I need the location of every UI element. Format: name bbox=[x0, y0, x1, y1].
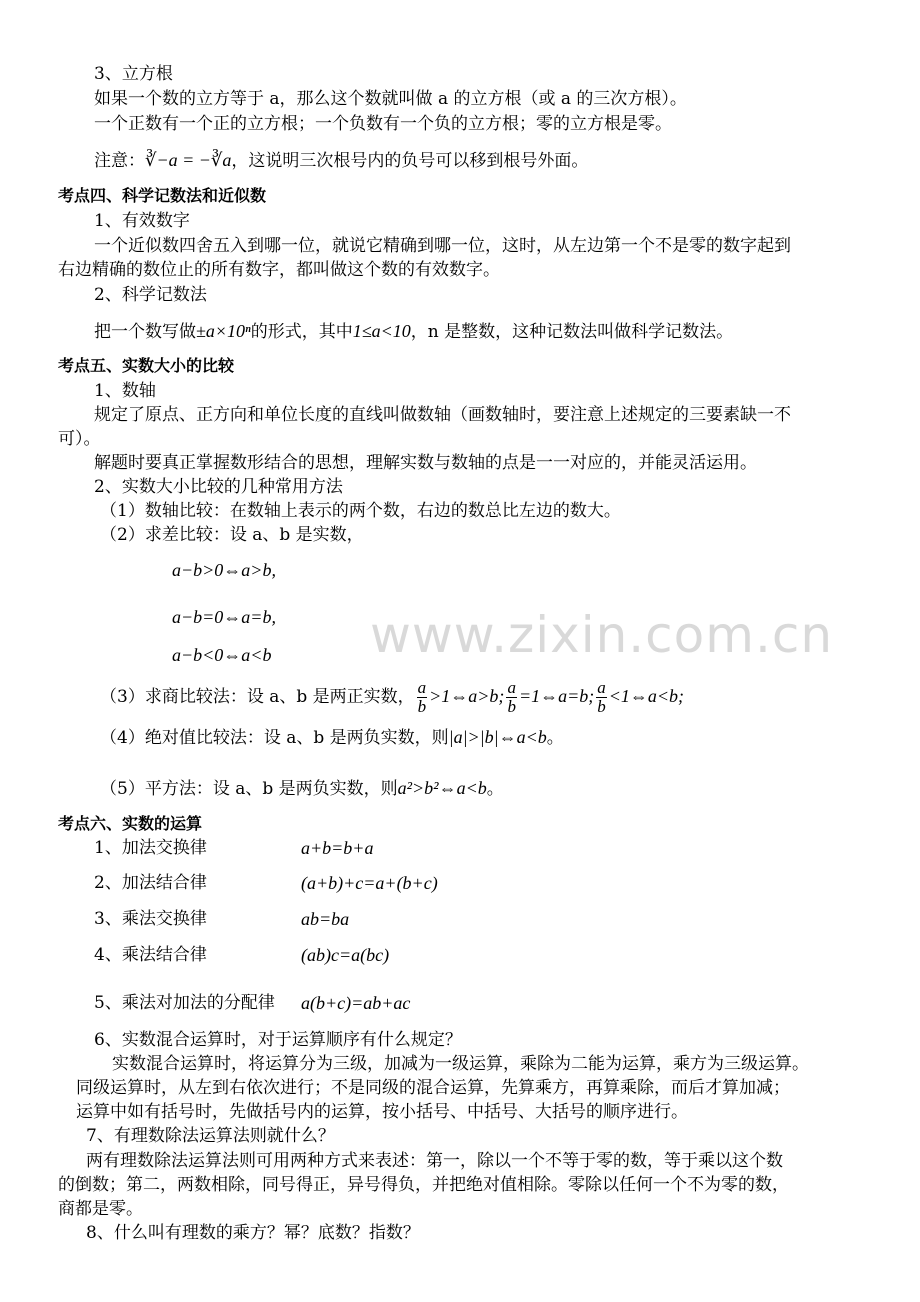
math-expr: >1⇔a>b; bbox=[429, 686, 505, 706]
text-line: （1）数轴比较：在数轴上表示的两个数，右边的数总比左边的数大。 bbox=[100, 501, 621, 521]
text-part: 。 bbox=[486, 779, 504, 799]
text-line: 右边精确的数位止的所有数字，都叫做这个数的有效数字。 bbox=[58, 260, 500, 280]
math-expr: =1⇔a=b; bbox=[518, 686, 595, 706]
text-line bbox=[100, 777, 504, 800]
fraction-numerator: a bbox=[507, 678, 516, 697]
text-part: （3）求商比较法：设 a、b 是两正实数， bbox=[100, 687, 415, 707]
fraction bbox=[596, 679, 607, 716]
math-expr: <1⇔a<b; bbox=[608, 686, 685, 706]
fraction-denominator: b bbox=[507, 697, 516, 716]
text-line: 1、数轴 bbox=[94, 381, 156, 401]
text-line: 7、有理数除法运算法则就什么？ bbox=[86, 1126, 335, 1146]
text-part: 注意： bbox=[94, 151, 145, 171]
section-heading: 考点四、科学记数法和近似数 bbox=[58, 186, 267, 205]
fraction-numerator: a bbox=[597, 678, 606, 697]
math-expr: a+b=b+a bbox=[301, 838, 374, 858]
fraction-denominator: b bbox=[597, 697, 606, 716]
fraction bbox=[506, 679, 517, 716]
text-line: 如果一个数的立方等于 a，那么这个数就叫做 a 的立方根（或 a 的三次方根）。 bbox=[94, 89, 687, 109]
watermark: www.zixin.com.cn bbox=[370, 606, 834, 664]
text-line: 规定了原点、正方向和单位长度的直线叫做数轴（画数轴时，要注意上述规定的三要素缺一不 bbox=[94, 405, 791, 425]
text-line: 的倒数；第二，两数相除，同号得正，异号得负，并把绝对值相除。零除以任何一个不为零的数， bbox=[58, 1175, 789, 1195]
text-line: 1、有效数字 bbox=[94, 211, 190, 231]
text-part: ，n 是整数，这种记数法叫做科学记数法。 bbox=[410, 322, 734, 342]
section-heading: 考点六、实数的运算 bbox=[58, 814, 203, 833]
rule-label: 3、乘法交换律 bbox=[94, 909, 207, 929]
text-line: 2、科学记数法 bbox=[94, 285, 207, 305]
text-part: （5）平方法：设 a、b 是两负实数，则 bbox=[100, 779, 398, 799]
text-line: 3、立方根 bbox=[94, 64, 173, 84]
text-part: （4）绝对值比较法：设 a、b 是两负实数，则 bbox=[100, 728, 449, 748]
math-expr: a²>b²⇔a<b bbox=[397, 778, 487, 798]
math-expr: (a+b)+c=a+(b+c) bbox=[301, 873, 438, 893]
text-part: ，这说明三次根号内的负号可以移到根号外面。 bbox=[231, 151, 589, 171]
text-line: 6、实数混合运算时，对于运算顺序有什么规定？ bbox=[94, 1030, 462, 1050]
math-expr: ∛−a = −∛a bbox=[145, 150, 232, 170]
rule-label: 5、乘法对加法的分配律 bbox=[94, 993, 275, 1013]
math-expr: a−b>0⇔a>b, bbox=[172, 560, 276, 580]
math-expr: a−b=0⇔a=b, bbox=[172, 607, 276, 627]
math-expr: (ab)c=a(bc) bbox=[301, 945, 390, 965]
rule-label: 4、乘法结合律 bbox=[94, 945, 207, 965]
text-line: 两有理数除法运算法则可用两种方式来表述：第一，除以一个不等于零的数，等于乘以这个数 bbox=[86, 1151, 783, 1171]
text-line: 解题时要真正掌握数形结合的思想，理解实数与数轴的点是一一对应的，并能灵活运用。 bbox=[94, 453, 757, 473]
rule-label: 2、加法结合律 bbox=[94, 873, 207, 893]
text-line: 实数混合运算时，将运算分为三级，加减为一级运算，乘除为二能为运算，乘方为三级运算。 bbox=[112, 1054, 809, 1074]
fraction bbox=[417, 679, 428, 716]
math-expr: |a|>|b|⇔a<b bbox=[448, 727, 547, 747]
rule-label: 1、加法交换律 bbox=[94, 838, 207, 858]
text-line: 商都是零。 bbox=[58, 1199, 143, 1219]
math-expr: a−b<0⇔a<b bbox=[172, 645, 272, 665]
text-line bbox=[100, 726, 564, 749]
text-line bbox=[94, 149, 588, 172]
text-line: 一个正数有一个正的立方根；一个负数有一个负的立方根；零的立方根是零。 bbox=[94, 114, 672, 134]
math-expr: ±a×10ⁿ bbox=[196, 321, 251, 341]
text-line: 一个近似数四舍五入到哪一位，就说它精确到哪一位，这时，从左边第一个不是零的数字起到 bbox=[94, 236, 791, 256]
text-part: 。 bbox=[546, 728, 564, 748]
text-line bbox=[94, 320, 733, 343]
section-heading: 考点五、实数大小的比较 bbox=[58, 356, 235, 375]
text-line: 2、实数大小比较的几种常用方法 bbox=[94, 477, 343, 497]
math-expr: 1≤a<10 bbox=[352, 321, 411, 341]
text-line: 同级运算时，从左到右依次进行；不是同级的混合运算，先算乘方，再算乘除，而后才算加减； bbox=[76, 1078, 790, 1098]
text-line: 可）。 bbox=[58, 429, 101, 449]
math-expr: ab=ba bbox=[301, 909, 350, 929]
fraction-denominator: b bbox=[417, 697, 427, 716]
text-part: 把一个数写做 bbox=[94, 322, 196, 342]
text-part: 的形式，其中 bbox=[250, 322, 353, 342]
text-line: （2）求差比较：设 a、b 是实数， bbox=[100, 525, 364, 545]
text-line: 运算中如有括号时，先做括号内的运算，按小括号、中括号、大括号的顺序进行。 bbox=[76, 1102, 688, 1122]
text-line bbox=[100, 678, 684, 716]
text-line: 8、什么叫有理数的乘方？幂？底数？指数？ bbox=[86, 1223, 420, 1243]
math-expr: a(b+c)=ab+ac bbox=[301, 993, 411, 1013]
fraction-numerator: a bbox=[417, 678, 427, 697]
